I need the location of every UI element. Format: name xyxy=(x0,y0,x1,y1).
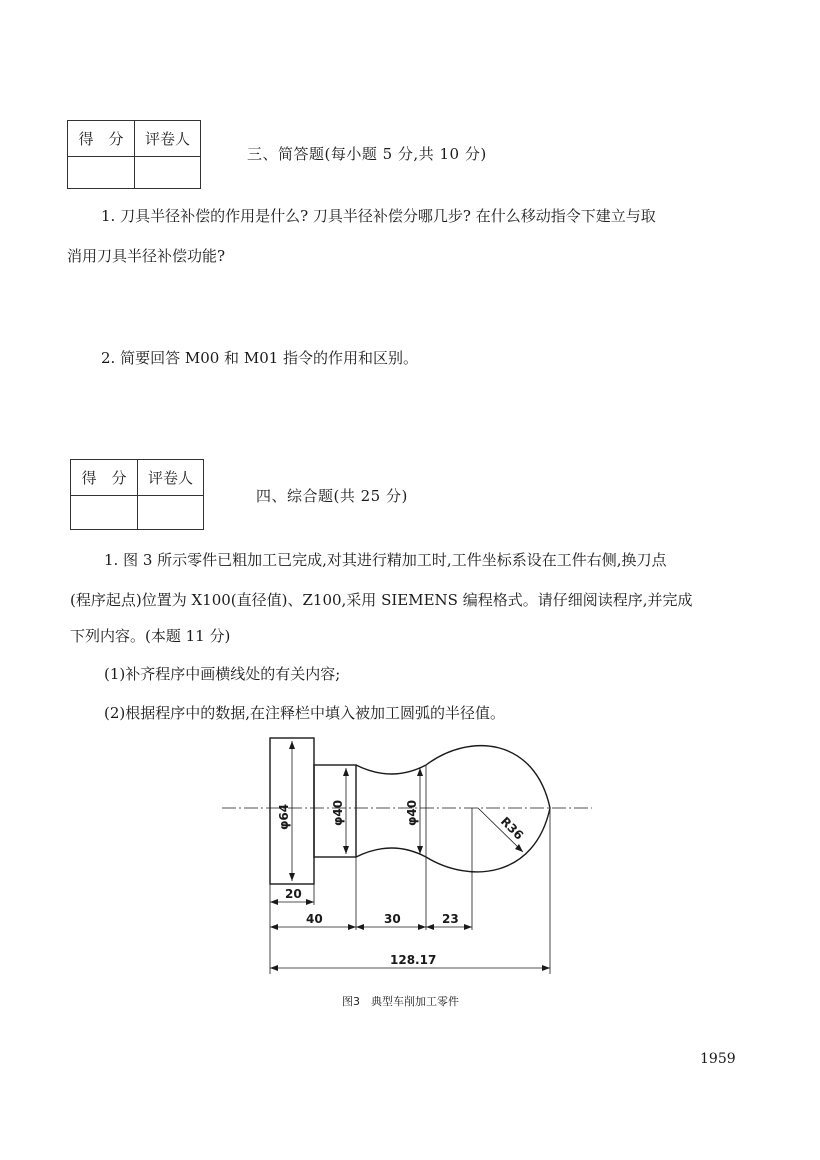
grader-header: 评卷人 xyxy=(138,460,204,496)
label-30: 30 xyxy=(384,912,401,926)
task-2: (2)根据程序中的数据,在注释栏中填入被加工圆弧的半径值。 xyxy=(104,704,506,722)
problem-1-line-2: (程序起点)位置为 X100(直径值)、Z100,采用 SIEMENS 编程格式。请仔细阅读程序,并完成 xyxy=(70,591,693,609)
label-d40a: φ40 xyxy=(331,799,345,826)
top-concave-arc xyxy=(356,765,426,774)
label-23: 23 xyxy=(442,912,459,926)
question-1-line-2: 消用刀具半径补偿功能? xyxy=(67,247,226,265)
label-40: 40 xyxy=(306,912,323,926)
bottom-concave-arc xyxy=(356,848,426,857)
label-total: 128.17 xyxy=(390,953,437,967)
label-d40b: φ40 xyxy=(405,799,419,826)
question-1-line-1: 1. 刀具半径补偿的作用是什么? 刀具半径补偿分哪几步? 在什么移动指令下建立与取 xyxy=(101,207,656,225)
ball-profile xyxy=(426,746,550,872)
label-r36: R36 xyxy=(497,814,527,843)
section4-title: 四、综合题(共 25 分) xyxy=(256,487,408,505)
problem-1-line-3: 下列内容。(本题 11 分) xyxy=(70,627,231,645)
question-2: 2. 简要回答 M00 和 M01 指令的作用和区别。 xyxy=(101,349,419,367)
label-20: 20 xyxy=(285,887,302,901)
page-number: 1959 xyxy=(700,1051,736,1067)
figure-caption: 图3 典型车削加工零件 xyxy=(342,995,459,1008)
score-header: 得 分 xyxy=(71,460,138,496)
score-header: 得 分 xyxy=(68,121,135,157)
grader-header: 评卷人 xyxy=(135,121,201,157)
label-d64: φ64 xyxy=(277,803,291,830)
task-1: (1)补齐程序中画横线处的有关内容; xyxy=(104,665,341,683)
problem-1-line-1: 1. 图 3 所示零件已粗加工已完成,对其进行精加工时,工件坐标系设在工件右侧,换刀点 xyxy=(104,551,667,569)
section3-title: 三、简答题(每小题 5 分,共 10 分) xyxy=(247,145,487,163)
